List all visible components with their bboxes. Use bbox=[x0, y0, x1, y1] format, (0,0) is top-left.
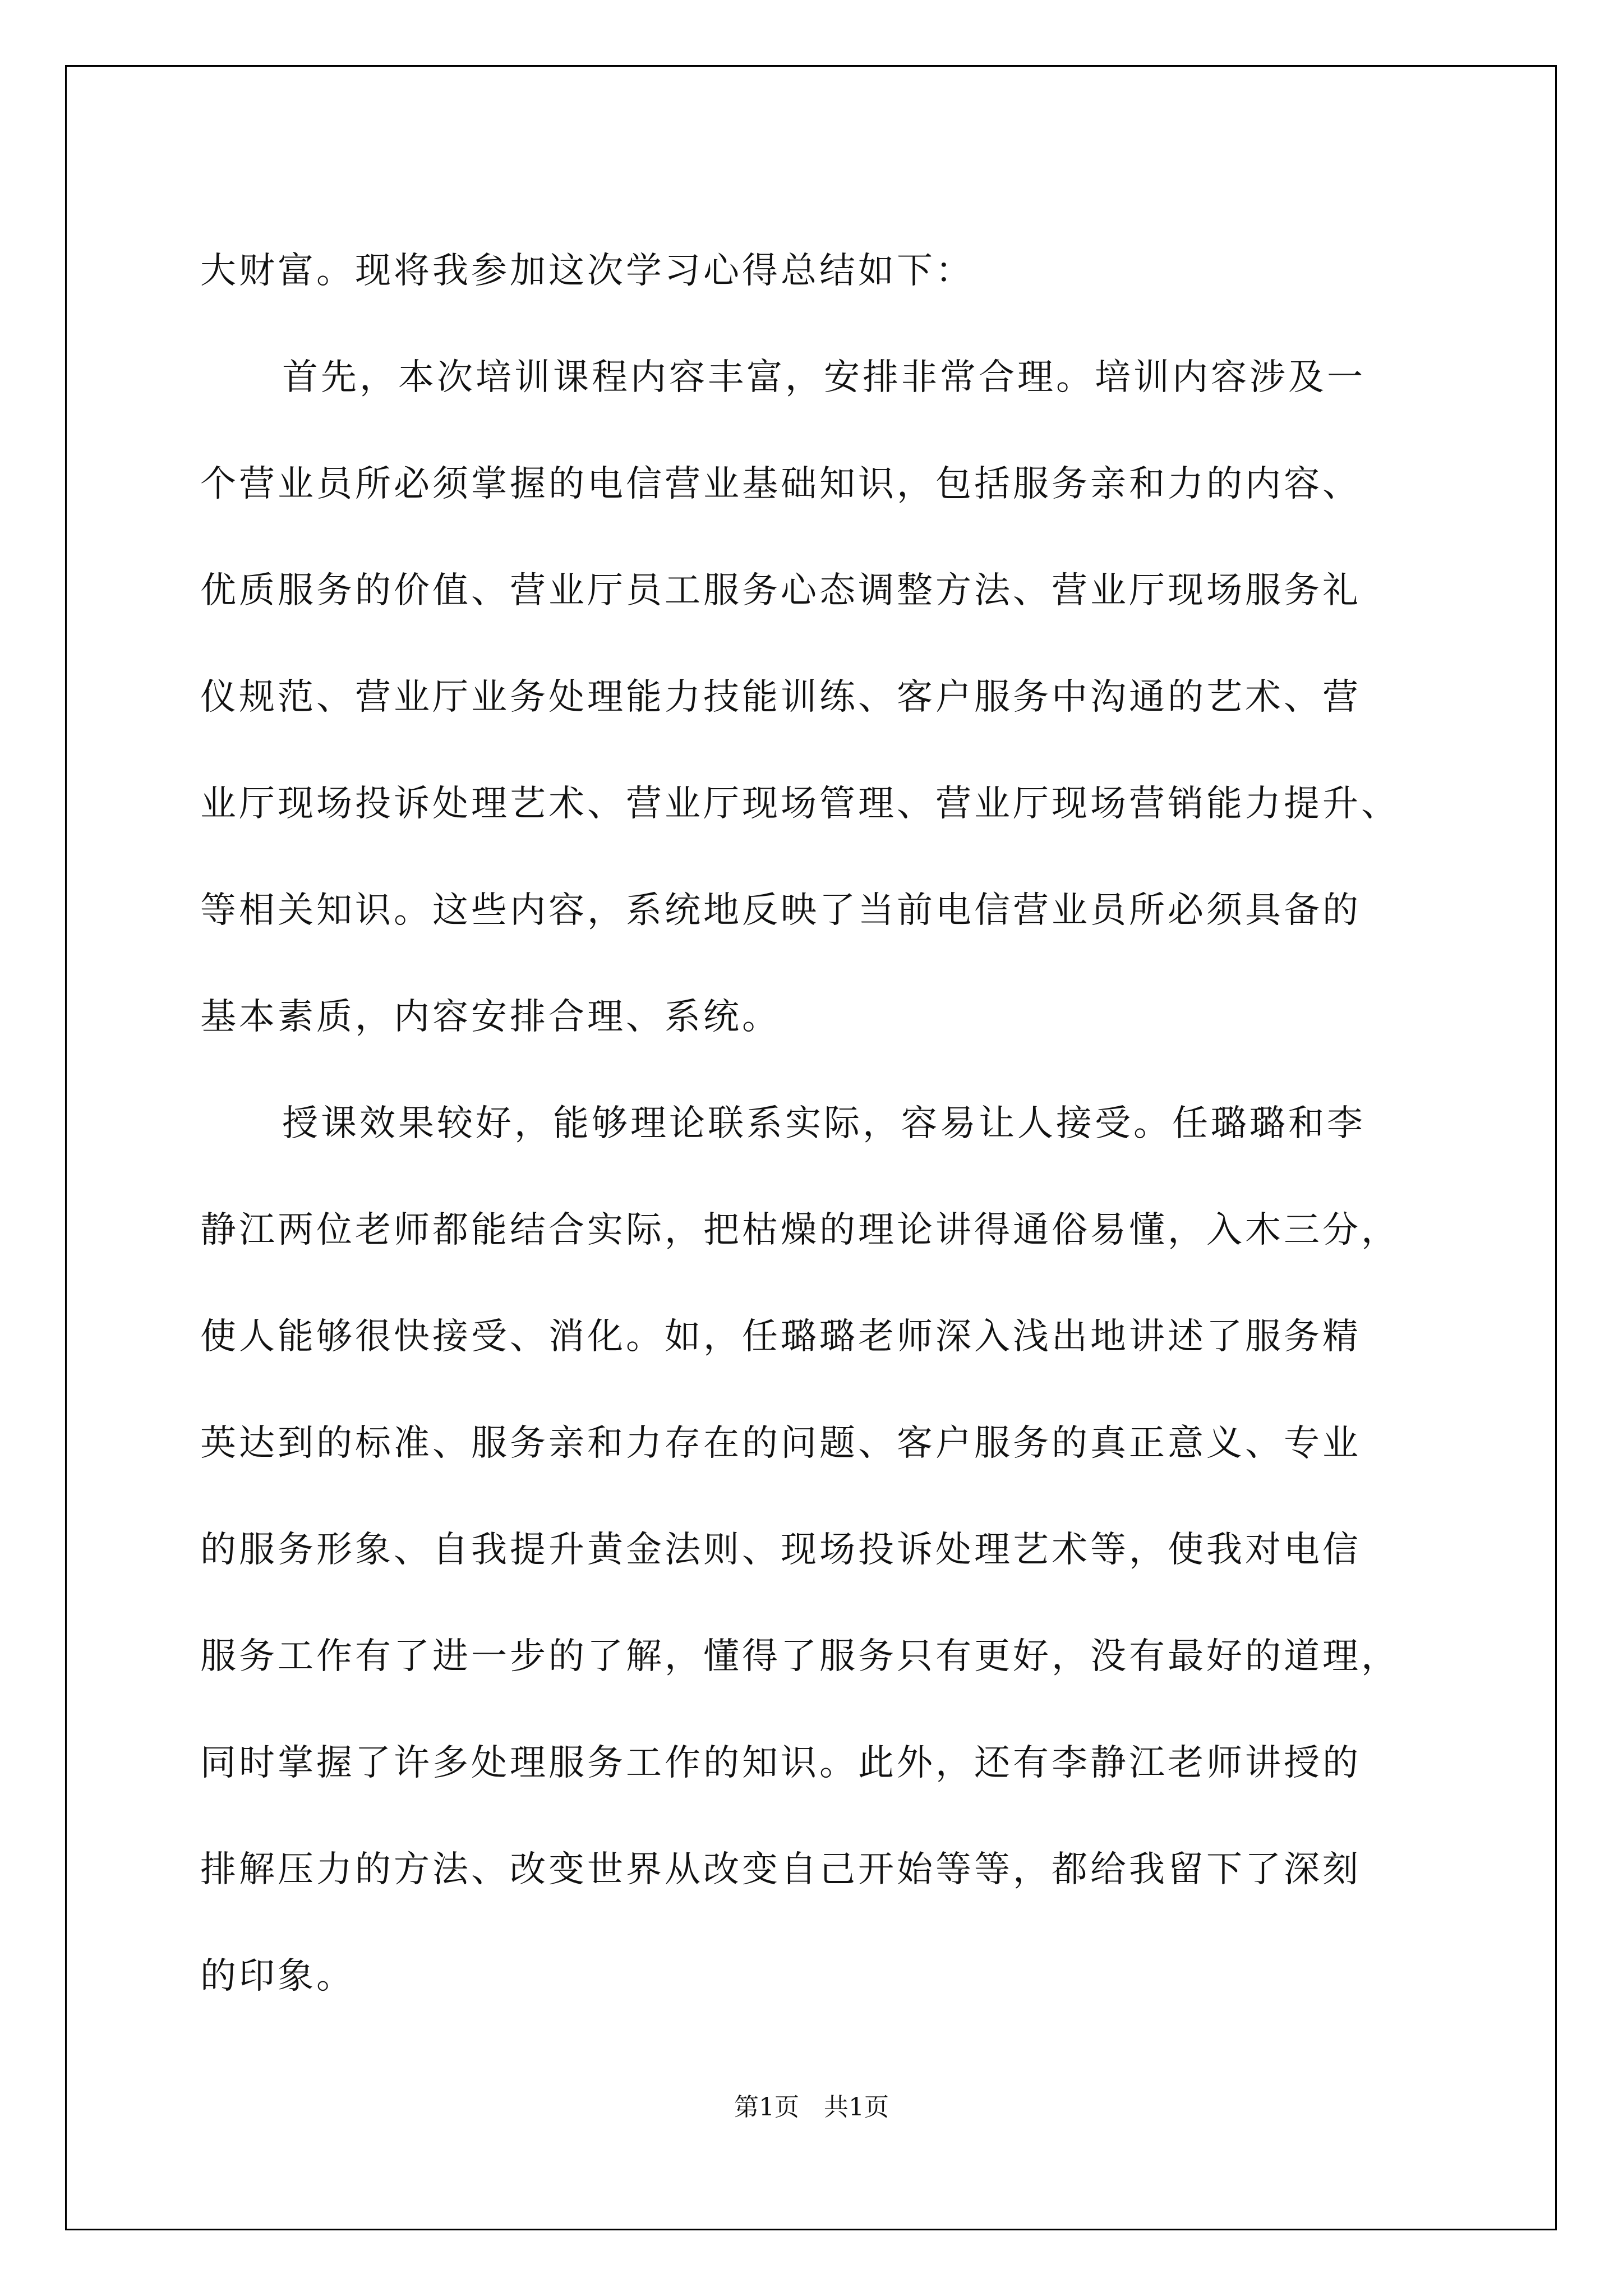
text-line: 等相关知识。这些内容，系统地反映了当前电信营业员所必须具备的 bbox=[200, 890, 1361, 931]
paragraph-first-line: 首先，本次培训课程内容丰富，安排非常合理。培训内容涉及一 bbox=[282, 357, 1366, 398]
paragraph-first-line: 授课效果较好，能够理论联系实际，容易让人接受。任璐璐和李 bbox=[282, 1103, 1366, 1144]
page-number: 第1页 bbox=[734, 2093, 799, 2122]
text-line: 的服务形象、自我提升黄金法则、现场投诉处理艺术等，使我对电信 bbox=[200, 1529, 1361, 1571]
text-line: 同时掌握了许多处理服务工作的知识。此外，还有李静江老师讲授的 bbox=[200, 1742, 1361, 1784]
text-line: 基本素质，内容安排合理、系统。 bbox=[200, 996, 781, 1038]
text-line: 业厅现场投诉处理艺术、营业厅现场管理、营业厅现场营销能力提升、 bbox=[200, 783, 1400, 825]
text-line: 优质服务的价值、营业厅员工服务心态调整方法、营业厅现场服务礼 bbox=[200, 570, 1361, 611]
page-total: 共1页 bbox=[824, 2093, 889, 2122]
text-line: 仪规范、营业厅业务处理能力技能训练、客户服务中沟通的艺术、营 bbox=[200, 677, 1361, 718]
text-line: 排解压力的方法、改变世界从改变自己开始等等，都给我留下了深刻 bbox=[200, 1849, 1361, 1890]
text-line: 静江两位老师都能结合实际，把枯燥的理论讲得通俗易懂，入木三分， bbox=[200, 1209, 1400, 1251]
text-line: 服务工作有了进一步的了解，懂得了服务只有更好，没有最好的道理， bbox=[200, 1636, 1400, 1677]
page-footer bbox=[0, 2087, 1623, 2123]
text-line: 英达到的标准、服务亲和力存在的问题、客户服务的真正意义、专业 bbox=[200, 1423, 1361, 1464]
text-line: 的印象。 bbox=[200, 1955, 355, 1997]
text-line: 大财富。现将我参加这次学习心得总结如下： bbox=[200, 250, 974, 292]
body-text bbox=[200, 218, 1434, 2030]
text-line: 使人能够很快接受、消化。如，任璐璐老师深入浅出地讲述了服务精 bbox=[200, 1316, 1361, 1358]
text-line: 个营业员所必须掌握的电信营业基础知识，包括服务亲和力的内容、 bbox=[200, 463, 1361, 505]
